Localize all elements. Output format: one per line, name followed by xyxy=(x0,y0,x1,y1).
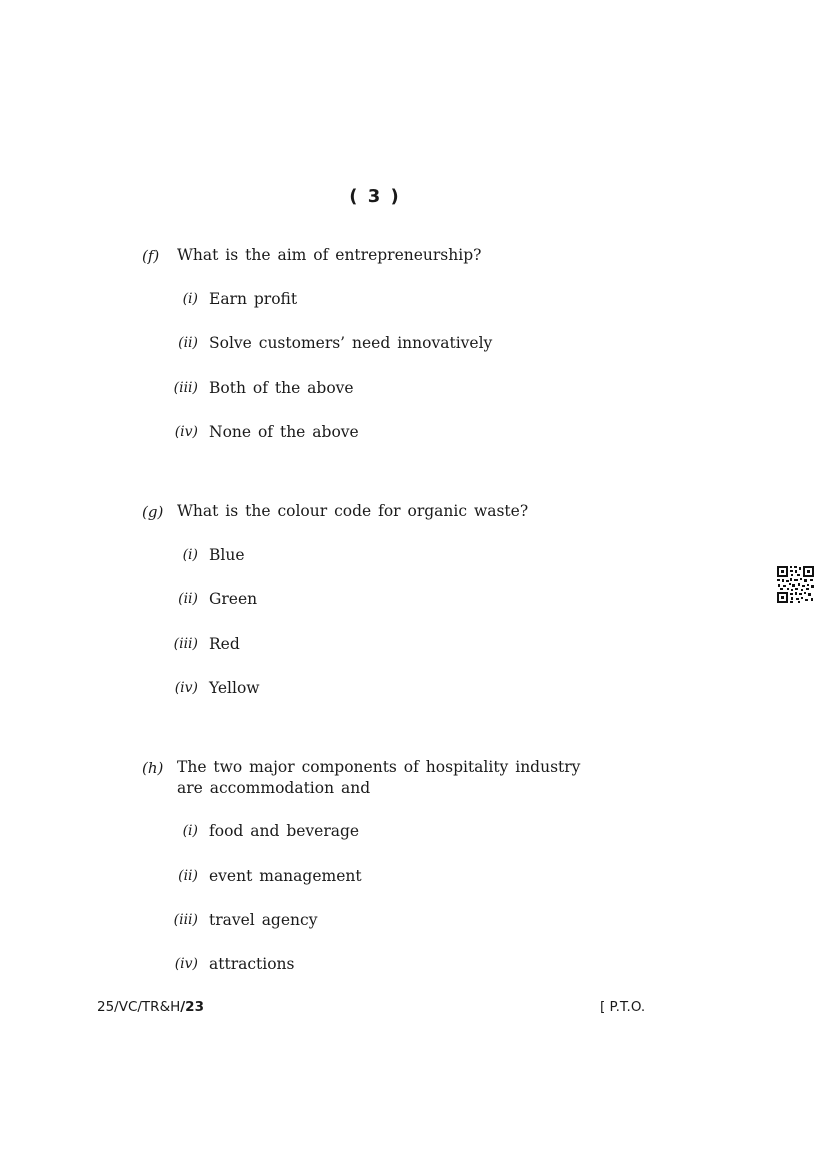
option-label: (iii) xyxy=(173,912,198,928)
question-text: What is the colour code for organic waste? xyxy=(177,502,529,520)
option-label: (ii) xyxy=(178,335,198,351)
option xyxy=(142,635,622,657)
option xyxy=(142,679,622,701)
option-text: Green xyxy=(209,590,258,608)
option xyxy=(142,379,622,401)
question-label: (g) xyxy=(142,503,164,521)
option-label: (i) xyxy=(182,823,198,839)
qr-code-icon xyxy=(776,565,815,604)
option-label: (iii) xyxy=(173,636,198,652)
question-text-line-1: The two major components of hospitality industry xyxy=(177,758,581,776)
question-label: (h) xyxy=(142,759,164,777)
option-text: Blue xyxy=(209,546,245,564)
option-label: (i) xyxy=(182,547,198,563)
option-label: (iv) xyxy=(174,424,198,440)
option-label: (iv) xyxy=(174,680,198,696)
paper-code-suffix: /23 xyxy=(180,999,204,1015)
paper-code-prefix: 25/VC/TR&H xyxy=(97,999,181,1015)
option-text: Yellow xyxy=(209,679,260,697)
question-text-line-2: are accommodation and xyxy=(177,779,371,797)
option-text: attractions xyxy=(209,955,295,973)
option-label: (i) xyxy=(182,291,198,307)
option xyxy=(142,546,622,568)
option-text: food and beverage xyxy=(209,822,360,840)
question-text: What is the aim of entrepreneurship? xyxy=(177,246,482,264)
option-text: travel agency xyxy=(209,911,318,929)
option-label: (ii) xyxy=(178,591,198,607)
option-text: Red xyxy=(209,635,240,653)
option xyxy=(142,955,622,977)
option xyxy=(142,423,622,445)
option-label: (iv) xyxy=(174,956,198,972)
option-text: None of the above xyxy=(209,423,359,441)
option xyxy=(142,334,622,356)
pto-label: [ P.T.O. xyxy=(600,999,646,1015)
option xyxy=(142,867,622,889)
question-text xyxy=(177,757,637,799)
option xyxy=(142,911,622,933)
page-number: ( 3 ) xyxy=(349,186,401,207)
paper-code xyxy=(97,999,204,1015)
option-label: (ii) xyxy=(178,868,198,884)
option-text: Solve customers’ need innovatively xyxy=(209,334,493,352)
option xyxy=(142,822,622,844)
option-text: event management xyxy=(209,867,362,885)
question-label: (f) xyxy=(142,247,160,265)
option xyxy=(142,290,622,312)
option-text: Earn profit xyxy=(209,290,298,308)
option-label: (iii) xyxy=(173,380,198,396)
option xyxy=(142,590,622,612)
option-text: Both of the above xyxy=(209,379,354,397)
